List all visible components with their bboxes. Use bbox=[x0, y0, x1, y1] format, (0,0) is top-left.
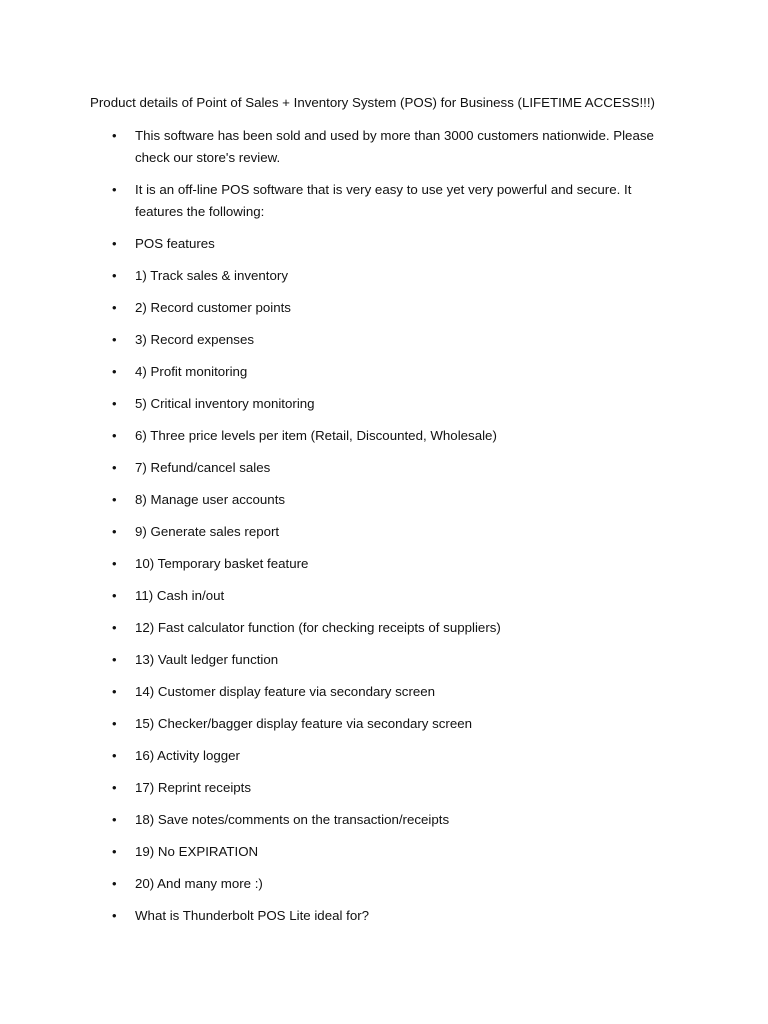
list-item bbox=[0, 809, 768, 831]
list-item bbox=[0, 265, 768, 287]
bullet-icon: • bbox=[112, 492, 117, 507]
list-item-text: 7) Refund/cancel sales bbox=[135, 460, 271, 475]
bullet-icon: • bbox=[112, 364, 117, 379]
list-item-text: 5) Critical inventory monitoring bbox=[135, 396, 315, 411]
list-item-text: 17) Reprint receipts bbox=[135, 780, 252, 795]
bullet-icon: • bbox=[112, 396, 117, 411]
bullet-icon: • bbox=[112, 716, 117, 731]
list-item-text: 14) Customer display feature via secondary screen bbox=[135, 684, 436, 699]
bullet-icon: • bbox=[112, 428, 117, 443]
bullet-icon: • bbox=[112, 268, 117, 283]
list-item-text: 13) Vault ledger function bbox=[135, 652, 279, 667]
list-item-text: 20) And many more :) bbox=[135, 876, 263, 891]
list-item bbox=[0, 329, 768, 351]
bullet-icon: • bbox=[112, 684, 117, 699]
list-item-text: 18) Save notes/comments on the transaction/receipts bbox=[135, 812, 450, 827]
document-heading: Product details of Point of Sales + Inventory System (POS) for Business (LIFETIME ACCESS!!!) bbox=[90, 95, 655, 110]
bullet-icon: • bbox=[112, 652, 117, 667]
list-item bbox=[0, 553, 768, 575]
bullet-icon: • bbox=[112, 556, 117, 571]
list-item-text: What is Thunderbolt POS Lite ideal for? bbox=[135, 908, 370, 923]
list-item-text: 1) Track sales & inventory bbox=[135, 268, 288, 283]
bullet-icon: • bbox=[112, 876, 117, 891]
list-item bbox=[0, 617, 768, 639]
list-item-text: 15) Checker/bagger display feature via secondary screen bbox=[135, 716, 473, 731]
bullet-icon: • bbox=[112, 332, 117, 347]
list-item bbox=[0, 521, 768, 543]
list-item-text: 10) Temporary basket feature bbox=[135, 556, 309, 571]
list-item bbox=[0, 873, 768, 895]
bullet-icon: • bbox=[112, 812, 117, 827]
list-item bbox=[0, 425, 768, 447]
list-item-text: 16) Activity logger bbox=[135, 748, 240, 763]
bullet-icon: • bbox=[112, 460, 117, 475]
list-item bbox=[0, 681, 768, 703]
list-item-text: 8) Manage user accounts bbox=[135, 492, 286, 507]
list-item bbox=[0, 841, 768, 863]
list-item-text: 19) No EXPIRATION bbox=[135, 844, 259, 859]
list-item bbox=[0, 905, 768, 927]
list-item-text: 12) Fast calculator function (for checking receipts of suppliers) bbox=[135, 620, 501, 635]
bullet-icon: • bbox=[112, 182, 117, 197]
list-item-text: It is an off-line POS software that is very easy to use yet very powerful and secure. It features the following: bbox=[135, 182, 632, 219]
list-item bbox=[0, 777, 768, 799]
list-item bbox=[0, 457, 768, 479]
list-item bbox=[0, 585, 768, 607]
bullet-icon: • bbox=[112, 300, 117, 315]
list-item-text: 2) Record customer points bbox=[135, 300, 291, 315]
bullet-icon: • bbox=[112, 128, 117, 143]
bullet-icon: • bbox=[112, 844, 117, 859]
bullet-icon: • bbox=[112, 524, 117, 539]
bullet-icon: • bbox=[112, 236, 117, 251]
list-item-text: 11) Cash in/out bbox=[135, 588, 225, 603]
list-item bbox=[0, 745, 768, 767]
list-item-text: 6) Three price levels per item (Retail, Discounted, Wholesale) bbox=[135, 428, 497, 443]
list-item-text: This software has been sold and used by more than 3000 customers nationwide. Please check our store's review. bbox=[135, 128, 654, 165]
list-item bbox=[0, 297, 768, 319]
bullet-icon: • bbox=[112, 620, 117, 635]
list-item bbox=[0, 649, 768, 671]
list-item bbox=[0, 125, 768, 169]
feature-list bbox=[0, 125, 768, 937]
list-item-text: POS features bbox=[135, 236, 215, 251]
list-item bbox=[0, 393, 768, 415]
list-item bbox=[0, 179, 768, 223]
list-item bbox=[0, 713, 768, 735]
list-item bbox=[0, 361, 768, 383]
bullet-icon: • bbox=[112, 780, 117, 795]
list-item-text: 9) Generate sales report bbox=[135, 524, 280, 539]
list-item-text: 4) Profit monitoring bbox=[135, 364, 248, 379]
bullet-icon: • bbox=[112, 588, 117, 603]
bullet-icon: • bbox=[112, 908, 117, 923]
list-item bbox=[0, 489, 768, 511]
list-item-text: 3) Record expenses bbox=[135, 332, 254, 347]
bullet-icon: • bbox=[112, 748, 117, 763]
list-item bbox=[0, 233, 768, 255]
